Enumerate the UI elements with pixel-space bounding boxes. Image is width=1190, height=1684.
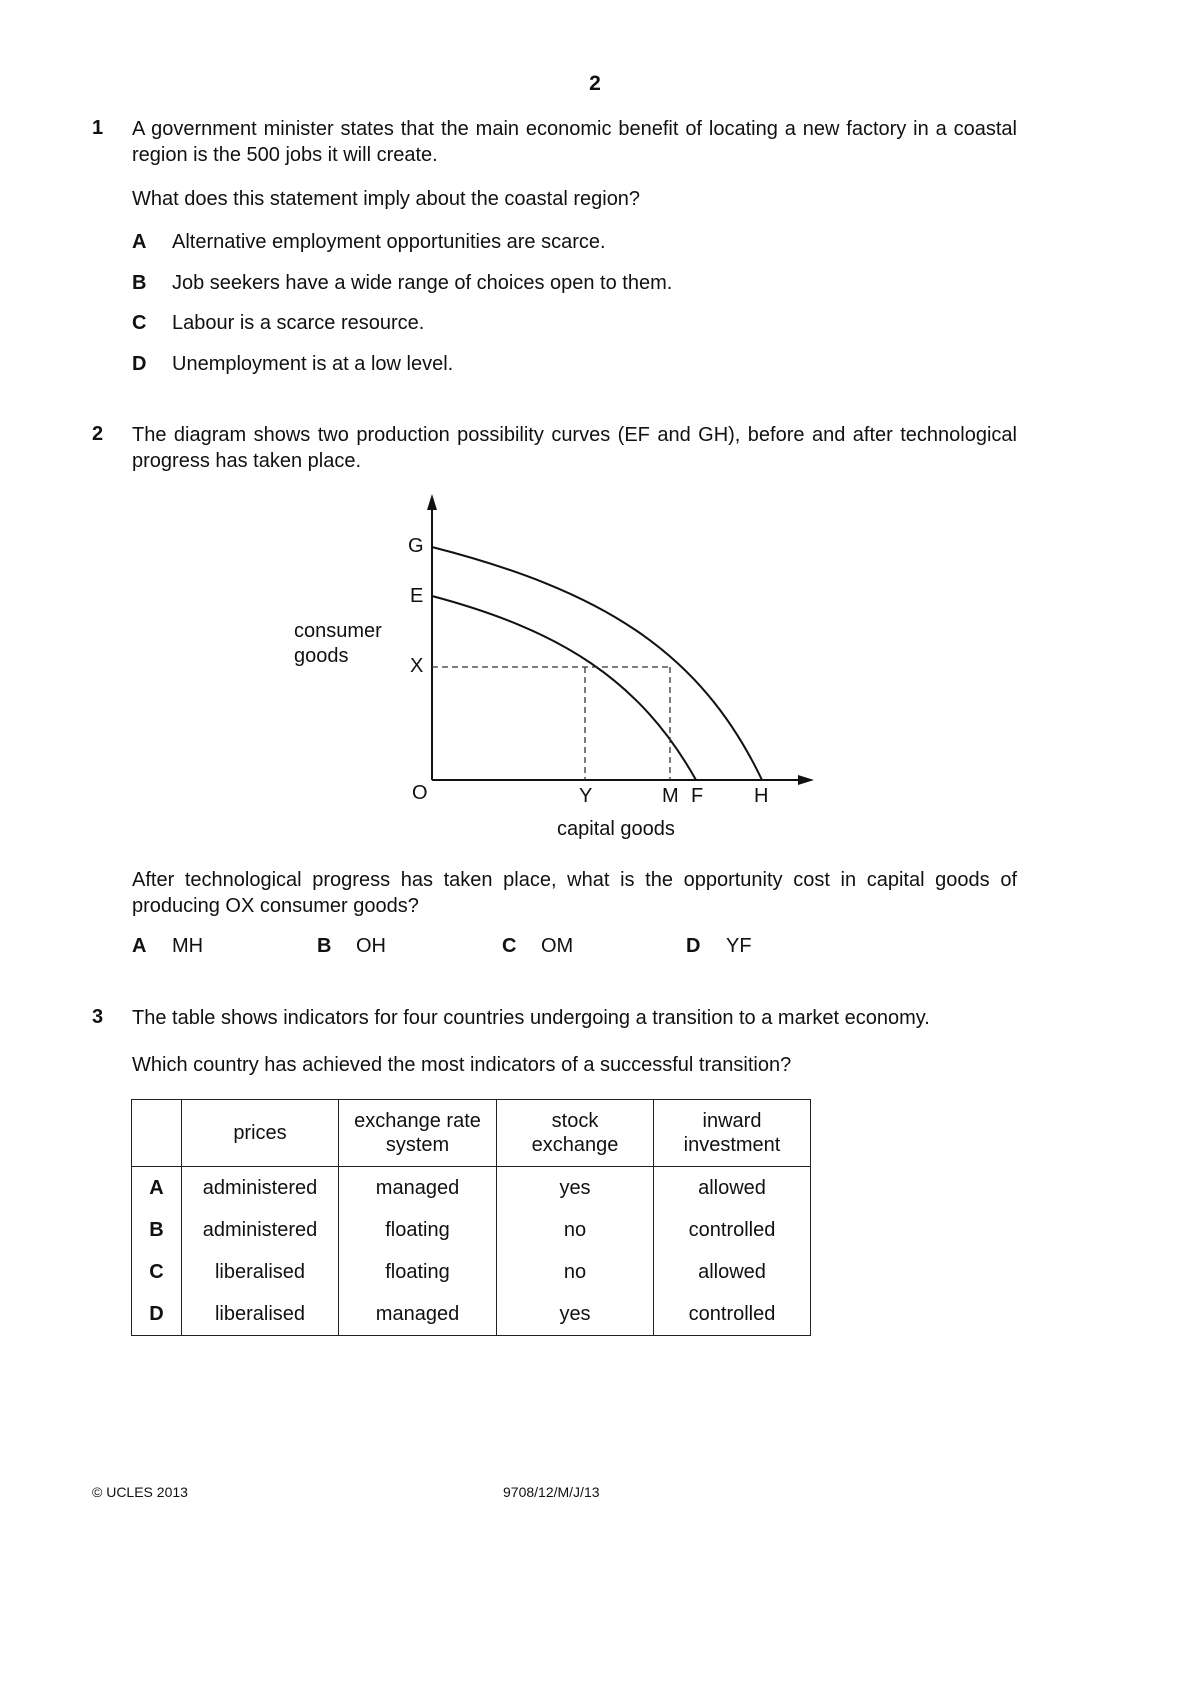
cell-prices: administered: [182, 1167, 339, 1210]
cell-inward: allowed: [654, 1167, 811, 1210]
label-m: M: [662, 785, 679, 807]
cell-prices: liberalised: [182, 1251, 339, 1293]
q2-option-d-text: YF: [726, 935, 752, 957]
header-exchange-rate-system: [339, 1100, 497, 1167]
header-exchange-line1: exchange rate: [354, 1110, 481, 1132]
question-2-prompt: After technological progress has taken place, what is the opportunity cost in capital goods of producing OX consumer goods?: [132, 869, 1017, 917]
x-axis-arrow: [798, 775, 814, 785]
question-3-number: 3: [92, 1006, 104, 1028]
header-exchange-line2: system: [385, 1134, 450, 1156]
question-1-number: 1: [92, 117, 104, 139]
q1-option-b-letter: B: [132, 272, 147, 294]
question-2-number: 2: [92, 423, 104, 445]
q2-option-c-text: OM: [541, 935, 574, 957]
q2-option-c-letter: C: [502, 935, 517, 957]
q2-option-a-letter: A: [132, 935, 147, 957]
y-axis-arrow: [427, 494, 437, 510]
label-x: X: [410, 655, 424, 677]
header-prices: [182, 1100, 339, 1167]
question-1-prompt: What does this statement imply about the coastal region?: [132, 188, 641, 210]
header-inward-investment: [654, 1100, 811, 1167]
label-o: O: [412, 782, 428, 804]
row-label: C: [132, 1251, 182, 1293]
label-f: F: [691, 785, 704, 807]
header-stock-exchange: [497, 1100, 654, 1167]
label-e: E: [410, 585, 424, 607]
table-header-row: [132, 1100, 811, 1167]
cell-exchange: floating: [339, 1209, 497, 1251]
cell-stock: yes: [497, 1293, 654, 1336]
question-1-text: A government minister states that the main economic benefit of locating a new factory in a coastal region is the 500 jobs it will create.: [132, 118, 1017, 166]
label-g: G: [408, 535, 424, 557]
cell-prices: liberalised: [182, 1293, 339, 1336]
y-axis-label-line1: consumer: [294, 620, 382, 642]
row-label: B: [132, 1209, 182, 1251]
footer-paper-code: 9708/12/M/J/13: [503, 1484, 600, 1500]
indicators-table: [131, 1099, 811, 1336]
header-empty-cell: [132, 1100, 182, 1167]
q2-option-d-letter: D: [686, 935, 701, 957]
question-3-text: The table shows indicators for four countries undergoing a transition to a market economy.: [132, 1007, 930, 1029]
page-number: 2: [589, 72, 601, 95]
row-label: D: [132, 1293, 182, 1336]
question-2-text: The diagram shows two production possibility curves (EF and GH), before and after technological progress has taken place.: [132, 424, 1017, 472]
table-row: [132, 1209, 811, 1251]
q1-option-b-text: Job seekers have a wide range of choices open to them.: [172, 272, 673, 294]
header-stock-line2: exchange: [531, 1134, 619, 1156]
x-axis-label: capital goods: [557, 818, 675, 840]
header-inward-line2: investment: [683, 1134, 781, 1156]
q2-option-a-text: MH: [172, 935, 204, 957]
row-label: A: [132, 1167, 182, 1210]
table-row: [132, 1251, 811, 1293]
cell-stock: yes: [497, 1167, 654, 1210]
cell-inward: allowed: [654, 1251, 811, 1293]
cell-exchange: managed: [339, 1293, 497, 1336]
header-inward-line1: inward: [702, 1110, 762, 1132]
q1-option-c-letter: C: [132, 312, 147, 334]
footer-copyright: © UCLES 2013: [92, 1484, 188, 1500]
q1-option-c-text: Labour is a scarce resource.: [172, 312, 425, 334]
q1-option-d-letter: D: [132, 353, 147, 375]
cell-exchange: floating: [339, 1251, 497, 1293]
cell-exchange: managed: [339, 1167, 497, 1210]
cell-inward: controlled: [654, 1209, 811, 1251]
q1-option-d-text: Unemployment is at a low level.: [172, 353, 454, 375]
cell-inward: controlled: [654, 1293, 811, 1336]
table-row: [132, 1293, 811, 1336]
curve-ef: [432, 596, 696, 780]
q2-option-b-letter: B: [317, 935, 332, 957]
cell-stock: no: [497, 1251, 654, 1293]
curve-gh: [432, 547, 762, 780]
y-axis-label-line2: goods: [294, 645, 349, 667]
question-3-prompt: Which country has achieved the most indicators of a successful transition?: [132, 1054, 792, 1076]
cell-prices: administered: [182, 1209, 339, 1251]
header-prices-text: prices: [233, 1122, 287, 1144]
q1-option-a-letter: A: [132, 231, 147, 253]
label-y: Y: [579, 785, 593, 807]
label-h: H: [754, 785, 769, 807]
header-stock-line1: stock: [551, 1110, 599, 1132]
cell-stock: no: [497, 1209, 654, 1251]
q2-option-b-text: OH: [356, 935, 386, 957]
table-row: [132, 1167, 811, 1210]
q1-option-a-text: Alternative employment opportunities are scarce.: [172, 231, 606, 253]
